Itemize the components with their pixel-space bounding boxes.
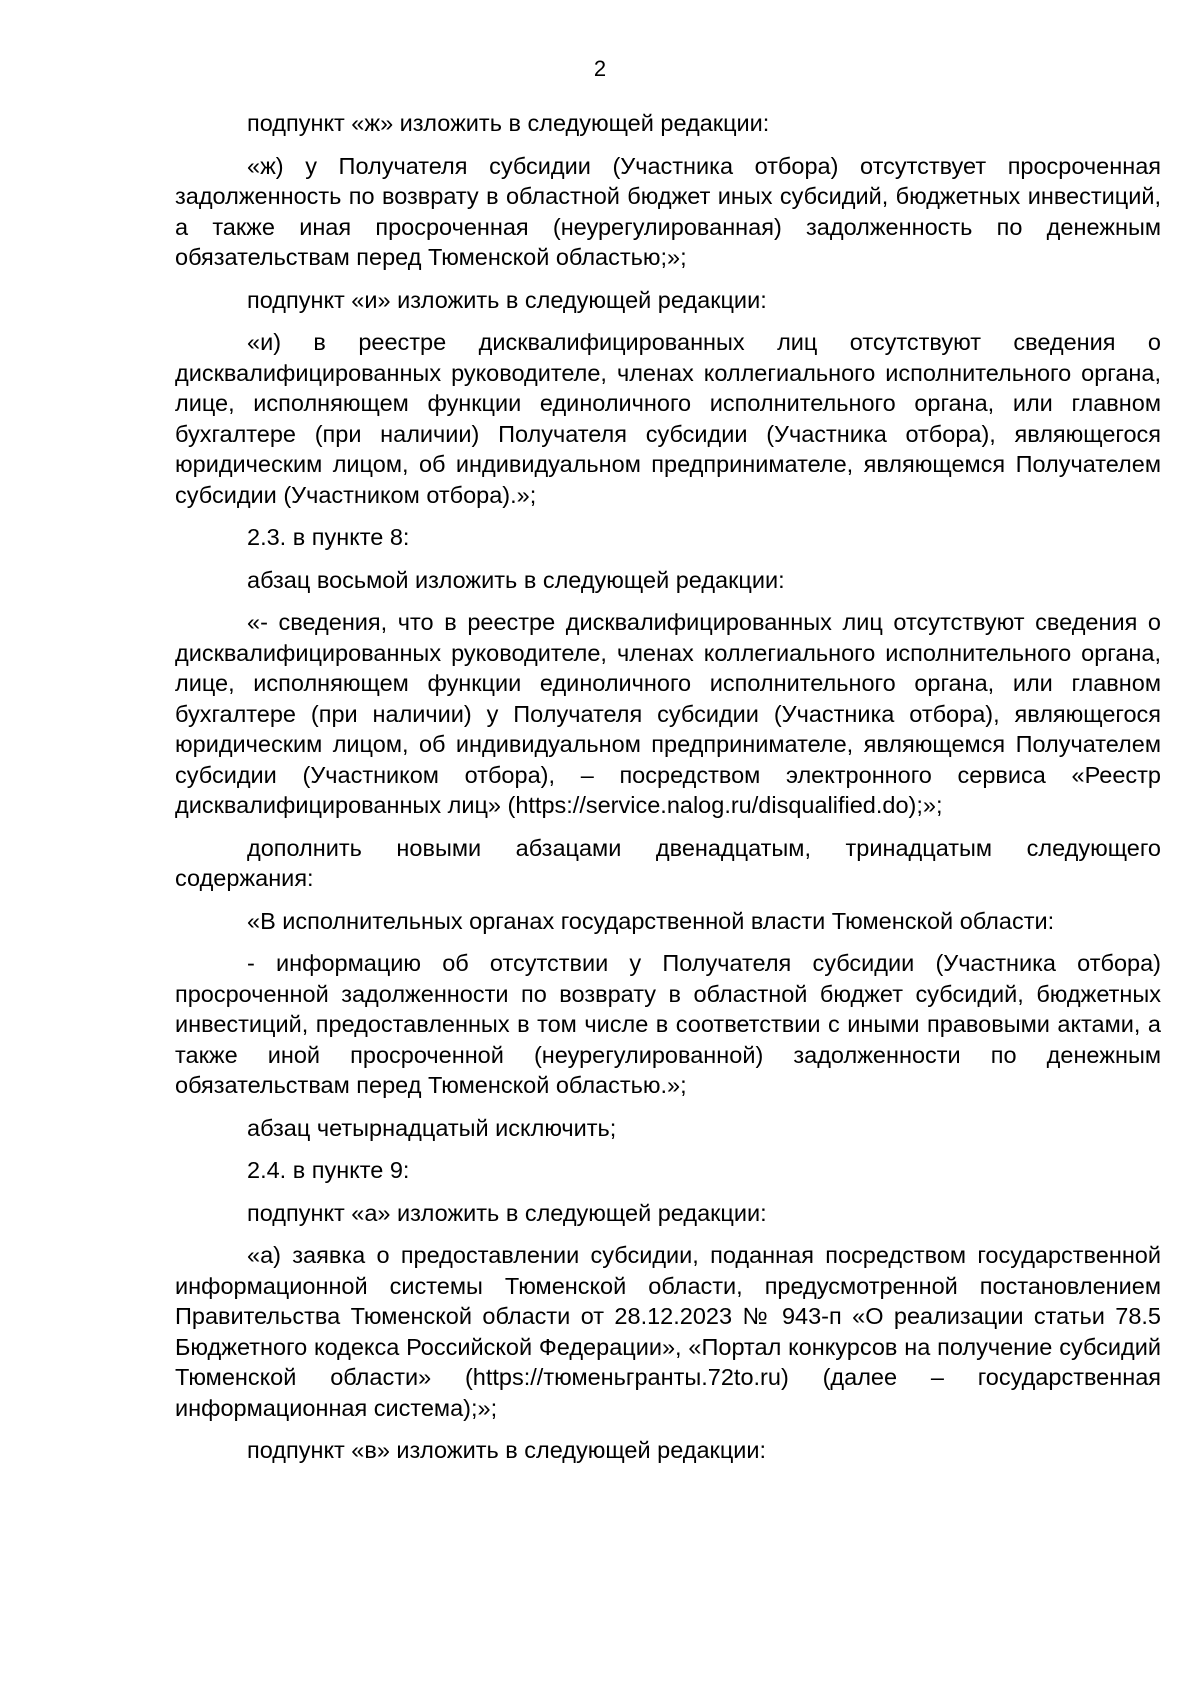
paragraph: подпункт «в» изложить в следующей редакции:: [247, 1437, 767, 1463]
paragraph: «- сведения, что в реестре дисквалифицированных лиц отсутствуют сведения о дисквалифицированных руководителе, членах коллегиального исполнительного органа, лице, исполняющем функции единоличного исполнительного органа, или главном бухгалтере (при наличии) у Получателя субсидии (Участника отбора), являющегося юридическим лицом, об индивидуальном предпринимателе, являющемся Получателем субсидии (Участником отбора), – посредством электронного сервиса «Реестр дисквалифицированных лиц» (https://service.nalog.ru/disqualified.do);»;: [175, 609, 1161, 818]
paragraph: «ж) у Получателя субсидии (Участника отбора) отсутствует просроченная задолженность по возврату в областной бюджет иных субсидий, бюджетных инвестиций, а также иная просроченная (неурегулированная) задолженность по денежным обязательствам перед Тюменской областью;»;: [175, 152, 1161, 270]
paragraph: 2.3. в пункте 8:: [247, 524, 410, 550]
paragraph: абзац восьмой изложить в следующей редакции:: [247, 566, 785, 593]
paragraph: подпункт «а» изложить в следующей редакции:: [247, 1199, 767, 1226]
paragraph: - информацию об отсутствии у Получателя субсидии (Участника отбора) просроченной задолженности по возврату в областной бюджет субсидий, бюджетных инвестиций, предоставленных в том числе в соответствии с иными правовыми актами, а также иной просроченной (неурегулированной) задолженности по денежным обязательствам перед Тюменской областью.»;: [175, 950, 1161, 1098]
paragraph: «и) в реестре дисквалифицированных лиц отсутствуют сведения о дисквалифицированных руководителе, членах коллегиального исполнительного органа, лице, исполняющем функции единоличного исполнительного органа, или главном бухгалтере (при наличии) Получателя субсидии (Участника отбора), являющегося юридическим лицом, об индивидуальном предпринимателе, являющемся Получателем субсидии (Участником отбора).»;: [175, 329, 1161, 508]
document-body: [175, 108, 1161, 1478]
paragraph: подпункт «и» изложить в следующей редакции:: [247, 286, 767, 313]
paragraph: «а) заявка о предоставлении субсидии, поданная посредством государственной информационной системы Тюменской области, предусмотренной постановлением Правительства Тюменской области от 28.12.2023 № 943-п «О реализации статьи 78.5 Бюджетного кодекса Российской Федерации», «Портал конкурсов на получение субсидий Тюменской области» (https://тюменьгранты.72to.ru) (далее – государственная информационная система);»;: [175, 1242, 1161, 1421]
page-number: 2: [593, 56, 607, 81]
paragraph: дополнить новыми абзацами двенадцатым, тринадцатым следующего содержания:: [175, 834, 1161, 891]
paragraph: 2.4. в пункте 9:: [247, 1157, 410, 1183]
paragraph: «В исполнительных органах государственной власти Тюменской области:: [247, 907, 1055, 934]
paragraph: подпункт «ж» изложить в следующей редакции:: [247, 110, 770, 136]
paragraph: абзац четырнадцатый исключить;: [247, 1114, 617, 1141]
